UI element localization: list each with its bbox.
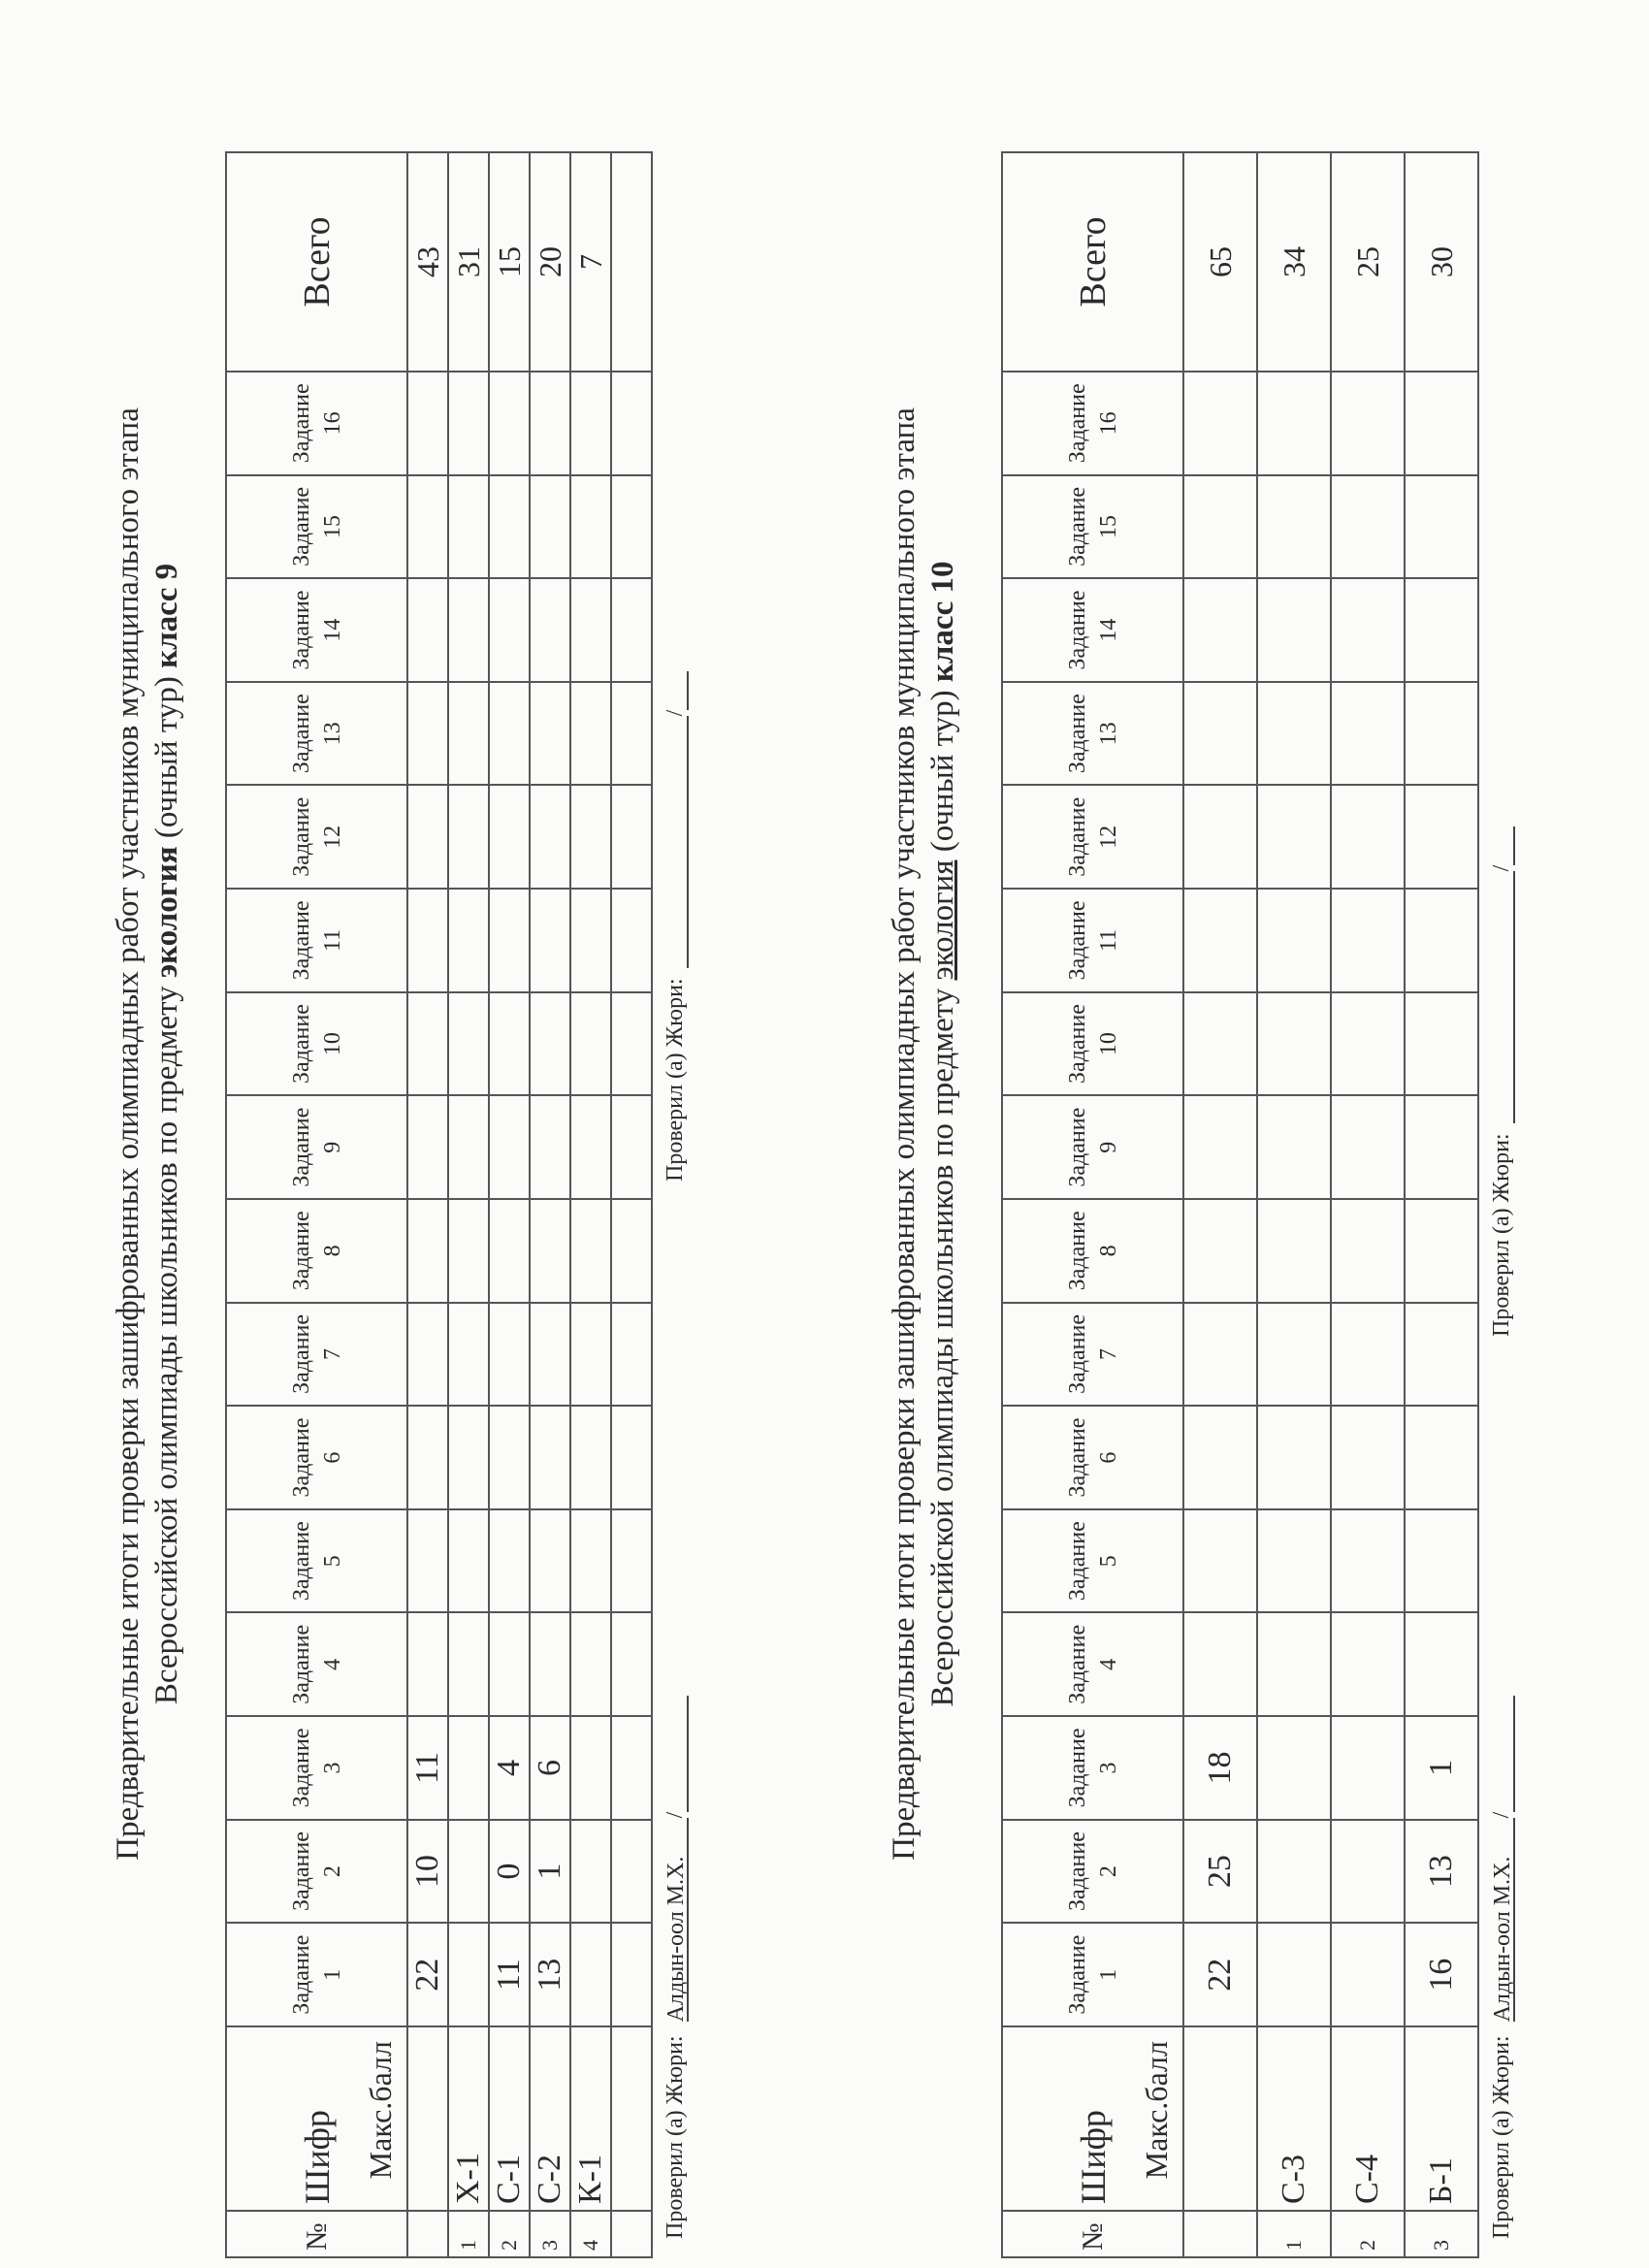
signature-label: Проверил (а) Жюри: — [663, 978, 688, 1182]
signature-line-2 — [663, 671, 689, 1182]
max-score-cell — [1183, 578, 1257, 682]
max-score-cell — [1183, 372, 1257, 475]
score-cell — [448, 578, 489, 682]
grade-label: класс 10 — [925, 561, 960, 683]
total-cell: 30 — [1405, 152, 1478, 372]
score-cell — [530, 475, 570, 579]
participant-code: Б-1 — [1405, 2026, 1478, 2211]
header-task-4: Задание 4 — [1002, 1613, 1183, 1717]
signature-name: Алдын-оол М.Х. — [663, 1818, 689, 2022]
score-cell: 13 — [1405, 1820, 1478, 1924]
row-number: 1 — [1257, 2211, 1331, 2257]
row-number: 2 — [1331, 2211, 1405, 2257]
score-cell — [1257, 1613, 1331, 1717]
header-task-14: Задание 14 — [226, 578, 407, 682]
score-cell: 4 — [489, 1716, 530, 1820]
score-cell — [1257, 1095, 1331, 1199]
score-cell — [1405, 1406, 1478, 1509]
score-cell — [530, 889, 570, 992]
score-cell: 16 — [1405, 1923, 1478, 2026]
score-cell — [489, 1509, 530, 1613]
score-cell — [1257, 372, 1331, 475]
score-cell — [530, 1199, 570, 1303]
score-cell — [1257, 682, 1331, 786]
score-cell — [611, 1923, 652, 2026]
header-task-7: Задание 7 — [226, 1303, 407, 1407]
header-task-11: Задание 11 — [1002, 889, 1183, 992]
header-code — [226, 2026, 407, 2211]
score-cell — [530, 1095, 570, 1199]
header-task-5: Задание 5 — [226, 1509, 407, 1613]
max-score-cell — [1183, 786, 1257, 890]
score-cell — [1331, 372, 1405, 475]
max-score-cell: 22 — [407, 1923, 448, 2026]
max-score-row — [407, 152, 448, 2257]
max-score-cell — [407, 475, 448, 579]
header-task-13: Задание 13 — [1002, 682, 1183, 786]
participant-code: С-1 — [489, 2026, 530, 2211]
header-task-12: Задание 12 — [226, 786, 407, 890]
subject-name: экология — [925, 859, 960, 981]
score-cell — [570, 786, 611, 890]
score-cell — [570, 578, 611, 682]
score-cell — [570, 1613, 611, 1717]
total-cell: 7 — [570, 152, 611, 372]
max-score-cell — [407, 786, 448, 890]
score-cell — [570, 682, 611, 786]
score-cell: 1 — [530, 1820, 570, 1924]
score-cell — [530, 1303, 570, 1407]
score-cell — [570, 1406, 611, 1509]
header-task-8: Задание 8 — [1002, 1199, 1183, 1303]
row-number — [611, 2211, 652, 2257]
score-cell — [1331, 1095, 1405, 1199]
row-number: 3 — [1405, 2211, 1478, 2257]
title-tour: (очный тур) — [149, 676, 184, 839]
max-score-cell — [1183, 889, 1257, 992]
total-cell: 25 — [1331, 152, 1405, 372]
score-cell — [1405, 1095, 1478, 1199]
max-score-cell — [1183, 682, 1257, 786]
score-cell — [1331, 1820, 1405, 1924]
header-task-3: Задание 3 — [1002, 1716, 1183, 1820]
signature-label: Проверил (а) Жюри: — [663, 2035, 688, 2239]
score-cell — [448, 1095, 489, 1199]
score-cell: 0 — [489, 1820, 530, 1924]
signature-label: Проверил (а) Жюри: — [1489, 1133, 1514, 1337]
header-max-label: Макс.балл — [1139, 2041, 1174, 2180]
grade-label: класс 9 — [149, 563, 184, 668]
score-cell — [1257, 786, 1331, 890]
signature-slash: / — [663, 709, 688, 717]
header-task-10: Задание 10 — [226, 992, 407, 1096]
results-table — [225, 151, 653, 2258]
score-cell — [448, 1509, 489, 1613]
score-cell — [611, 475, 652, 579]
row-number: 2 — [489, 2211, 530, 2257]
score-cell — [570, 1095, 611, 1199]
score-cell — [611, 1509, 652, 1613]
total-cell: 34 — [1257, 152, 1331, 372]
score-cell — [448, 475, 489, 579]
score-cell — [1257, 1820, 1331, 1924]
header-task-8: Задание 8 — [226, 1199, 407, 1303]
score-cell — [611, 786, 652, 890]
max-score-cell — [407, 578, 448, 682]
score-cell — [1331, 786, 1405, 890]
max-score-cell — [1183, 992, 1257, 1096]
signature-slash: / — [1489, 1811, 1514, 1819]
score-cell — [448, 992, 489, 1096]
score-cell: 13 — [530, 1923, 570, 2026]
participant-code: С-4 — [1331, 2026, 1405, 2211]
results-table — [1001, 151, 1479, 2258]
score-cell — [1331, 1509, 1405, 1613]
score-cell — [1257, 889, 1331, 992]
title-line-1: Предварительные итоги проверки зашифрованных олимпиадных работ участников муниципального этапа — [887, 407, 922, 1861]
header-task-7: Задание 7 — [1002, 1303, 1183, 1407]
header-task-1: Задание 1 — [1002, 1923, 1183, 2026]
max-row-number — [407, 2211, 448, 2257]
score-cell — [1331, 475, 1405, 579]
row-number: 4 — [570, 2211, 611, 2257]
max-score-cell — [1183, 1406, 1257, 1509]
max-score-cell: 11 — [407, 1716, 448, 1820]
header-task-13: Задание 13 — [226, 682, 407, 786]
score-cell — [448, 786, 489, 890]
score-cell: 6 — [530, 1716, 570, 1820]
header-max-label: Макс.балл — [363, 2041, 398, 2180]
header-task-11: Задание 11 — [226, 889, 407, 992]
score-cell — [1405, 889, 1478, 992]
participant-code: С-2 — [530, 2026, 570, 2211]
signature-slash: / — [663, 1811, 688, 1819]
max-score-cell — [407, 1095, 448, 1199]
score-cell — [1405, 578, 1478, 682]
signature-blank — [663, 671, 689, 710]
max-score-cell — [1183, 1303, 1257, 1407]
score-cell: 11 — [489, 1923, 530, 2026]
score-cell — [1331, 992, 1405, 1096]
header-task-9: Задание 9 — [1002, 1095, 1183, 1199]
signature-blank — [663, 1696, 689, 1812]
score-cell — [448, 1923, 489, 2026]
score-cell — [530, 786, 570, 890]
max-score-cell — [407, 1613, 448, 1717]
score-cell — [448, 1303, 489, 1407]
signature-blank — [1490, 1696, 1515, 1812]
score-cell — [1331, 682, 1405, 786]
score-cell — [489, 1199, 530, 1303]
header-number: № — [1002, 2211, 1183, 2257]
max-score-cell — [407, 1509, 448, 1613]
max-row-number — [1183, 2211, 1257, 2257]
header-task-10: Задание 10 — [1002, 992, 1183, 1096]
score-cell — [489, 992, 530, 1096]
header-number: № — [226, 2211, 407, 2257]
score-cell — [1331, 1613, 1405, 1717]
row-number: 3 — [530, 2211, 570, 2257]
max-score-cell — [1183, 475, 1257, 579]
title-prefix: Всероссийской олимпиады школьников по предмету — [925, 988, 960, 1707]
score-cell — [1405, 475, 1478, 579]
score-cell — [448, 682, 489, 786]
score-cell — [448, 1613, 489, 1717]
signature-slash: / — [1489, 864, 1514, 872]
score-cell — [1257, 1923, 1331, 2026]
max-score-cell: 22 — [1183, 1923, 1257, 2026]
score-cell — [1405, 992, 1478, 1096]
score-cell — [570, 372, 611, 475]
participant-code — [611, 2026, 652, 2211]
score-cell — [489, 682, 530, 786]
score-cell — [611, 1716, 652, 1820]
table-row — [448, 152, 489, 2257]
score-cell — [570, 1923, 611, 2026]
header-code — [1002, 2026, 1183, 2211]
header-task-16: Задание 16 — [226, 372, 407, 475]
header-total: Всего — [1002, 152, 1183, 372]
total-cell: 20 — [530, 152, 570, 372]
signature-label: Проверил (а) Жюри: — [1489, 2035, 1514, 2239]
participant-code: Х-1 — [448, 2026, 489, 2211]
score-cell — [530, 1613, 570, 1717]
score-cell — [611, 889, 652, 992]
max-score-cell — [407, 1199, 448, 1303]
score-cell — [1257, 1406, 1331, 1509]
score-cell — [570, 1509, 611, 1613]
signature-line-1 — [663, 1696, 689, 2239]
score-cell — [611, 1303, 652, 1407]
score-cell — [570, 1716, 611, 1820]
table-row — [1331, 152, 1405, 2257]
score-cell — [1257, 1716, 1331, 1820]
row-number: 1 — [448, 2211, 489, 2257]
signature-line-1 — [1489, 1696, 1515, 2239]
score-cell — [570, 1303, 611, 1407]
max-row-code — [1183, 2026, 1257, 2211]
score-cell — [489, 1613, 530, 1717]
max-score-cell — [407, 1406, 448, 1509]
score-cell — [448, 372, 489, 475]
score-cell — [1405, 1303, 1478, 1407]
header-task-9: Задание 9 — [226, 1095, 407, 1199]
max-score-cell — [1183, 1509, 1257, 1613]
participant-code: К-1 — [570, 2026, 611, 2211]
header-task-6: Задание 6 — [1002, 1406, 1183, 1509]
score-cell — [1331, 1923, 1405, 2026]
score-cell — [611, 1820, 652, 1924]
score-cell — [1331, 1406, 1405, 1509]
max-score-cell: 25 — [1183, 1820, 1257, 1924]
score-cell — [1405, 682, 1478, 786]
max-score-row — [1183, 152, 1257, 2257]
header-task-15: Задание 15 — [1002, 475, 1183, 579]
score-cell — [1257, 578, 1331, 682]
score-cell — [530, 372, 570, 475]
score-cell — [1257, 1303, 1331, 1407]
header-task-1: Задание 1 — [226, 1923, 407, 2026]
signature-blank — [1490, 826, 1515, 865]
table-row — [570, 152, 611, 2257]
score-cell — [611, 372, 652, 475]
header-task-6: Задание 6 — [226, 1406, 407, 1509]
score-cell — [570, 889, 611, 992]
title-line-2 — [922, 0, 964, 2268]
table-row — [530, 152, 570, 2257]
score-cell — [611, 1095, 652, 1199]
score-cell — [1331, 1716, 1405, 1820]
score-cell — [611, 1199, 652, 1303]
score-cell — [570, 475, 611, 579]
score-cell — [489, 1303, 530, 1407]
score-cell — [448, 1199, 489, 1303]
score-cell — [1257, 475, 1331, 579]
score-cell — [1405, 1613, 1478, 1717]
score-cell — [489, 786, 530, 890]
score-cell — [1405, 1509, 1478, 1613]
table-row — [489, 152, 530, 2257]
header-task-14: Задание 14 — [1002, 578, 1183, 682]
score-cell — [570, 1820, 611, 1924]
max-score-cell — [407, 372, 448, 475]
table-row — [611, 152, 652, 2257]
subject-name: экология — [149, 846, 184, 979]
score-cell — [1257, 1509, 1331, 1613]
header-row — [1002, 152, 1183, 2257]
header-row — [226, 152, 407, 2257]
score-cell — [570, 1199, 611, 1303]
header-total: Всего — [226, 152, 407, 372]
signature-blank — [1490, 871, 1515, 1123]
score-cell — [611, 682, 652, 786]
header-task-4: Задание 4 — [226, 1613, 407, 1717]
score-cell — [1257, 992, 1331, 1096]
header-task-16: Задание 16 — [1002, 372, 1183, 475]
title-tour: (очный тур) — [925, 690, 960, 853]
score-cell — [1257, 1199, 1331, 1303]
score-cell — [448, 1406, 489, 1509]
header-task-15: Задание 15 — [226, 475, 407, 579]
participant-code: С-3 — [1257, 2026, 1331, 2211]
header-task-2: Задание 2 — [226, 1820, 407, 1924]
score-cell — [1405, 1199, 1478, 1303]
score-cell — [489, 1095, 530, 1199]
header-task-3: Задание 3 — [226, 1716, 407, 1820]
score-cell — [489, 372, 530, 475]
score-cell — [1405, 372, 1478, 475]
signature-line-2 — [1489, 826, 1515, 1337]
max-score-cell — [1183, 1199, 1257, 1303]
header-code-label: Шифр — [297, 2110, 337, 2204]
table-row — [1257, 152, 1331, 2257]
score-cell — [1405, 786, 1478, 890]
score-cell — [570, 992, 611, 1096]
score-cell — [530, 682, 570, 786]
score-cell — [448, 1716, 489, 1820]
score-cell — [530, 1406, 570, 1509]
score-cell — [1331, 1303, 1405, 1407]
header-code-label: Шифр — [1073, 2110, 1113, 2204]
score-cell — [448, 1820, 489, 1924]
score-cell — [611, 1406, 652, 1509]
title-line-1: Предварительные итоги проверки зашифрованных олимпиадных работ участников муниципального этапа — [111, 407, 146, 1861]
max-total-cell: 43 — [407, 152, 448, 372]
signature-blank — [663, 716, 689, 968]
score-cell — [489, 889, 530, 992]
signature-name: Алдын-оол М.Х. — [1490, 1818, 1515, 2022]
total-cell: 15 — [489, 152, 530, 372]
score-cell — [1331, 889, 1405, 992]
score-cell — [611, 992, 652, 1096]
score-cell — [1331, 578, 1405, 682]
score-cell — [611, 1613, 652, 1717]
header-task-5: Задание 5 — [1002, 1509, 1183, 1613]
max-score-cell: 18 — [1183, 1716, 1257, 1820]
title-line-2 — [146, 0, 188, 2268]
score-cell — [611, 578, 652, 682]
max-score-cell — [1183, 1095, 1257, 1199]
score-cell — [530, 992, 570, 1096]
max-score-cell — [407, 682, 448, 786]
total-cell — [611, 152, 652, 372]
max-row-code — [407, 2026, 448, 2211]
header-task-2: Задание 2 — [1002, 1820, 1183, 1924]
max-score-cell — [407, 992, 448, 1096]
score-cell: 1 — [1405, 1716, 1478, 1820]
max-score-cell — [1183, 1613, 1257, 1717]
max-score-cell — [407, 889, 448, 992]
score-cell — [489, 578, 530, 682]
total-cell: 31 — [448, 152, 489, 372]
header-task-12: Задание 12 — [1002, 786, 1183, 890]
score-cell — [489, 475, 530, 579]
max-score-cell — [407, 1303, 448, 1407]
title-prefix: Всероссийской олимпиады школьников по предмету — [149, 986, 184, 1705]
score-cell — [530, 1509, 570, 1613]
max-total-cell: 65 — [1183, 152, 1257, 372]
table-row — [1405, 152, 1478, 2257]
score-cell — [448, 889, 489, 992]
max-score-cell: 10 — [407, 1820, 448, 1924]
score-cell — [530, 578, 570, 682]
score-cell — [489, 1406, 530, 1509]
score-cell — [1331, 1199, 1405, 1303]
